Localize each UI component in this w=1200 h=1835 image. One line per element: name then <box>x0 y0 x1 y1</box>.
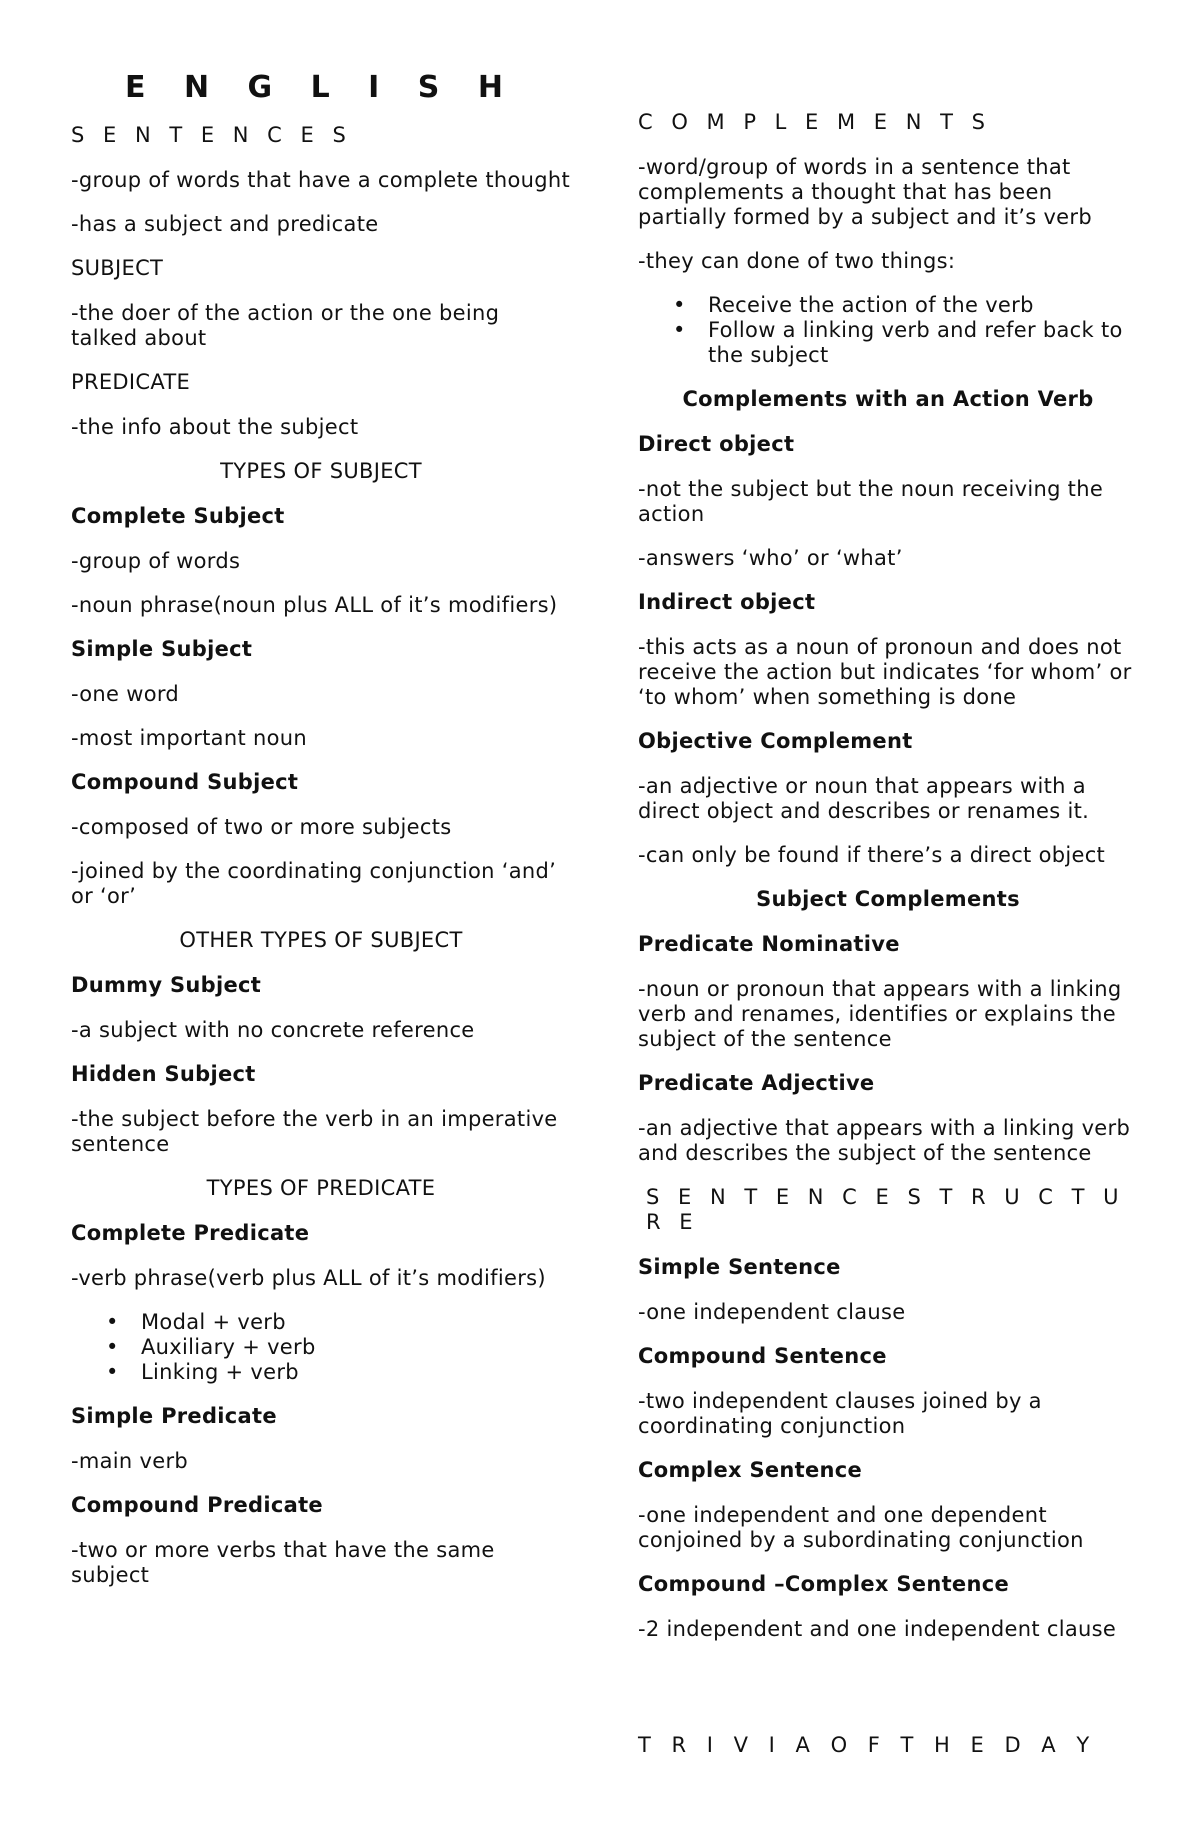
subject-complements-heading: Subject Complements <box>756 887 1020 911</box>
objective-complement-heading: Objective Complement <box>638 729 913 753</box>
complete-subject-heading: Complete Subject <box>71 504 285 528</box>
simple-sentence-heading: Simple Sentence <box>638 1255 841 1279</box>
complete-predicate-heading: Complete Predicate <box>71 1221 310 1245</box>
left-column <box>71 70 571 1607</box>
objective-complement-line: -can only be found if there’s a direct object <box>638 843 1106 867</box>
simple-subject-line: -most important noun <box>71 726 307 750</box>
indirect-object-heading: Indirect object <box>638 590 816 614</box>
objective-complement-line: -an adjective or noun that appears with a direct object and describes or renames it. <box>638 774 1090 823</box>
list-item-label: Modal + verb <box>141 1310 286 1334</box>
compound-predicate-text: -two or more verbs that have the same subject <box>71 1538 495 1587</box>
direct-object-line: -not the subject but the noun receiving the action <box>638 477 1104 526</box>
hidden-subject-heading: Hidden Subject <box>71 1062 256 1086</box>
compound-subject-line: -composed of two or more subjects <box>71 815 452 839</box>
compound-complex-sentence-text: -2 independent and one independent clause <box>638 1617 1117 1641</box>
list-item <box>71 1310 571 1335</box>
other-types-of-subject-heading: OTHER TYPES OF SUBJECT <box>179 928 463 952</box>
types-of-predicate-heading: TYPES OF PREDICATE <box>206 1176 436 1200</box>
bullet-icon: • <box>673 293 686 317</box>
compound-subject-line: -joined by the coordinating conjunction ‘and’ or ‘or’ <box>71 859 557 908</box>
trivia-heading: T R I V I A O F T H E D A Y <box>638 1733 1097 1757</box>
bullet-icon: • <box>106 1310 119 1334</box>
complements-heading: C O M P L E M E N T S <box>638 110 991 134</box>
list-item <box>71 1360 571 1385</box>
compound-sentence-heading: Compound Sentence <box>638 1344 887 1368</box>
dummy-subject-text: -a subject with no concrete reference <box>71 1018 475 1042</box>
list-item <box>638 293 1138 318</box>
compound-complex-sentence-heading: Compound –Complex Sentence <box>638 1572 1010 1596</box>
complete-predicate-bullet-list <box>71 1310 571 1385</box>
complements-bullet-list <box>638 293 1138 368</box>
complements-definition: -word/group of words in a sentence that complements a thought that has been partially formed by a subject and it’s verb <box>638 155 1092 229</box>
direct-object-line: -answers ‘who’ or ‘what’ <box>638 546 903 570</box>
complete-subject-line: -group of words <box>71 549 241 573</box>
compound-sentence-text: -two independent clauses joined by a coordinating conjunction <box>638 1389 1042 1438</box>
simple-predicate-text: -main verb <box>71 1449 189 1473</box>
list-item-label: Receive the action of the verb <box>708 293 1034 317</box>
subject-heading: SUBJECT <box>71 256 164 280</box>
direct-object-heading: Direct object <box>638 432 795 456</box>
indirect-object-text: -this acts as a noun of pronoun and does not receive the action but indicates ‘for whom’ or ‘to whom’ when something is done <box>638 635 1132 709</box>
sentences-heading: S E N T E N C E S <box>71 123 352 147</box>
subject-text: -the doer of the action or the one being talked about <box>71 301 500 350</box>
types-of-subject-heading: TYPES OF SUBJECT <box>220 459 422 483</box>
compound-predicate-heading: Compound Predicate <box>71 1493 323 1517</box>
action-verb-heading: Complements with an Action Verb <box>682 387 1094 411</box>
complete-predicate-text: -verb phrase(verb plus ALL of it’s modifiers) <box>71 1266 546 1290</box>
simple-subject-line: -one word <box>71 682 180 706</box>
predicate-nominative-text: -noun or pronoun that appears with a linking verb and renames, identifies or explains the subject of the sentence <box>638 977 1122 1051</box>
page-title: E N G L I S H <box>125 70 517 105</box>
bullet-icon: • <box>673 318 686 342</box>
dummy-subject-heading: Dummy Subject <box>71 973 262 997</box>
predicate-heading: PREDICATE <box>71 370 191 394</box>
predicate-text: -the info about the subject <box>71 415 359 439</box>
simple-sentence-text: -one independent clause <box>638 1300 906 1324</box>
list-item-label: Auxiliary + verb <box>141 1335 316 1359</box>
bullet-icon: • <box>106 1360 119 1384</box>
complex-sentence-text: -one independent and one dependent conjoined by a subordinating conjunction <box>638 1503 1084 1552</box>
right-column <box>638 110 1138 1661</box>
bullet-icon: • <box>106 1335 119 1359</box>
complex-sentence-heading: Complex Sentence <box>638 1458 863 1482</box>
simple-predicate-heading: Simple Predicate <box>71 1404 277 1428</box>
complements-intro: -they can done of two things: <box>638 249 956 273</box>
simple-subject-heading: Simple Subject <box>71 637 253 661</box>
sentence-structure-heading: S E N T E N C E S T R U C T U R E <box>646 1185 1125 1234</box>
complete-subject-line: -noun phrase(noun plus ALL of it’s modifiers) <box>71 593 558 617</box>
list-item <box>638 318 1138 368</box>
sentences-line: -has a subject and predicate <box>71 212 379 236</box>
compound-subject-heading: Compound Subject <box>71 770 299 794</box>
sentences-line: -group of words that have a complete thought <box>71 168 570 192</box>
list-item <box>71 1335 571 1360</box>
hidden-subject-text: -the subject before the verb in an imperative sentence <box>71 1107 558 1156</box>
list-item-label: Follow a linking verb and refer back to the subject <box>708 318 1123 367</box>
predicate-adjective-heading: Predicate Adjective <box>638 1071 875 1095</box>
predicate-nominative-heading: Predicate Nominative <box>638 932 900 956</box>
predicate-adjective-text: -an adjective that appears with a linking verb and describes the subject of the sentence <box>638 1116 1131 1165</box>
list-item-label: Linking + verb <box>141 1360 299 1384</box>
